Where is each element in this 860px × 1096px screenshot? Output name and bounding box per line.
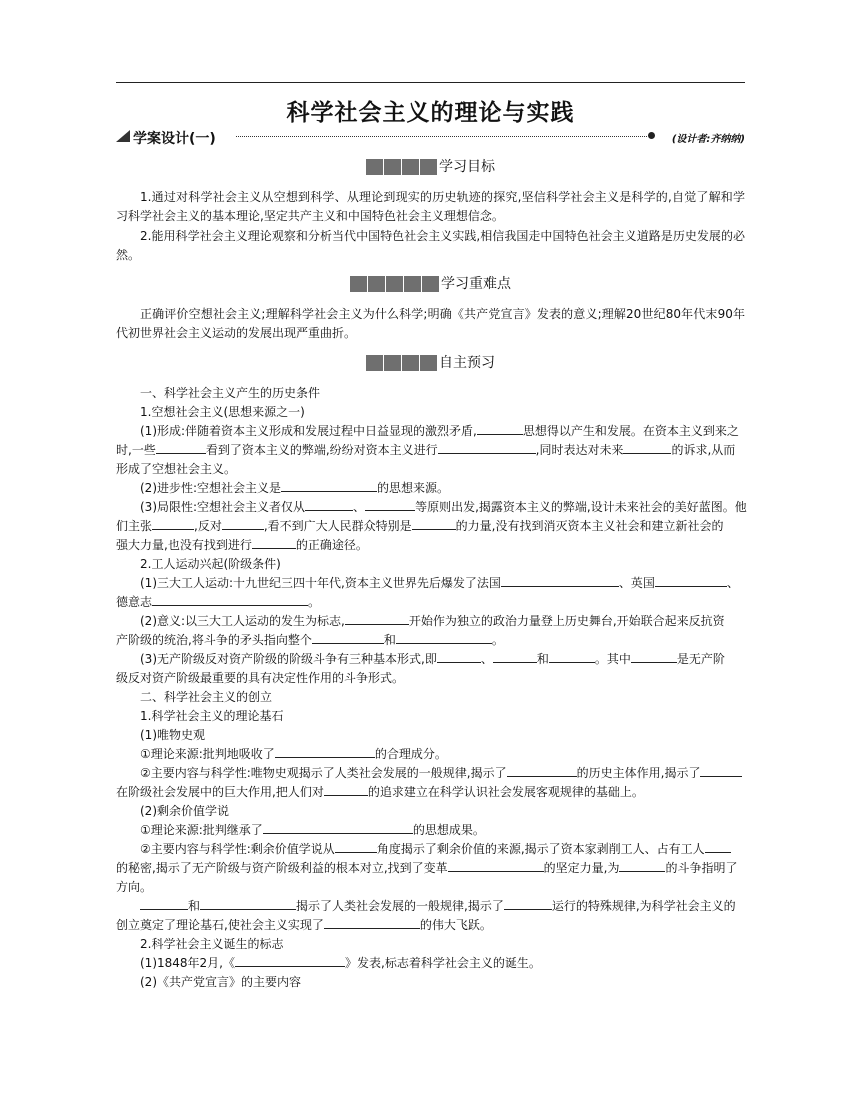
text-line: (2)《共产党宣言》的主要内容 (140, 975, 301, 989)
text-line: ①理论来源:批判继承了 的思想成果。 (140, 823, 485, 837)
goal-2: 2.能用科学社会主义理论观察和分析当代中国特色社会主义实践,相信我国走中国特色社会主义道路是历史发展的必然。 (116, 229, 745, 262)
section-blocks (350, 273, 440, 292)
section-blocks (366, 352, 438, 371)
subheading-4: 2.科学社会主义诞生的标志 (140, 937, 284, 951)
section-blocks (366, 156, 438, 175)
section-title-goals: 学习目标 (439, 158, 495, 175)
subheading-1: 1.空想社会主义(思想来源之一) (140, 405, 305, 419)
goal-1: 1.通过对科学社会主义从空想到科学、从理论到现实的历史轨迹的探究,坚信科学社会主义是科学的,自觉了解和学习科学社会主义的基本理论,坚定共产主义和中国特色社会主义理想信念。 (116, 190, 745, 223)
page-title: 科学社会主义的理论与实践 (286, 100, 575, 126)
section-title-key-points: 学习重难点 (441, 275, 511, 292)
text-line: 们主张 ,反对 ,看不到广大人民群众特别是 的力量,没有找到消灭资本主义社会和建立新社会的 (116, 519, 724, 533)
text-line: (3)无产阶级反对资产阶级的阶级斗争有三种基本形式,即 、 和 。其中 是无产阶 (140, 652, 725, 666)
section-head-goals (116, 155, 745, 175)
text-line: (1)唯物史观 (140, 728, 205, 742)
text-line: 德意志 。 (116, 595, 321, 609)
text-line: 和 揭示了人类社会发展的一般规律,揭示了 运行的特殊规律,为科学社会主义的 (116, 897, 769, 916)
heading-1: 一、科学社会主义产生的历史条件 (140, 386, 321, 400)
text-line: 时,一些 看到了资本主义的弊端,纷纷对资本主义进行 ,同时表达对未来 的诉求,从而 (116, 443, 736, 457)
bullet-icon (648, 132, 655, 139)
text-line: ①理论来源:批判地吸收了 的合理成分。 (140, 747, 447, 761)
text-line: (1)形成:伴随着资本主义形成和发展过程中日益显现的激烈矛盾, 思想得以产生和发展。在资本主义到来之 (140, 424, 739, 438)
subheading-3: 1.科学社会主义的理论基石 (140, 709, 284, 723)
text-line: 强大力量,也没有找到进行 的正确途径。 (116, 538, 368, 552)
author-note: (设计者:齐纳纳) (671, 134, 745, 145)
heading-2: 二、科学社会主义的创立 (140, 690, 273, 704)
text-line: (2)意义:以三大工人运动的发生为标志, 开始作为独立的政治力量登上历史舞台,开始联合起来反抗资 (140, 614, 725, 628)
text-line: (2)剩余价值学说 (140, 804, 229, 818)
dotted-divider (236, 136, 647, 137)
text-line: 形成了空想社会主义。 (116, 462, 237, 476)
section-title-preview: 自主预习 (439, 354, 495, 371)
text-line: 创立奠定了理论基石,使社会主义实现了 的伟大飞跃。 (116, 918, 492, 932)
key-points-text: 正确评价空想社会主义;理解科学社会主义为什么科学;明确《共产党宣言》发表的意义;理解20世纪80年代末90年代初世界社会主义运动的发展出现严重曲折。 (116, 307, 745, 340)
section-head-preview (116, 351, 745, 371)
text-line: ②主要内容与科学性:剩余价值学说从 角度揭示了剩余价值的来源,揭示了资本家剥削工人、占有工人 (116, 840, 769, 859)
text-line: (1)三大工人运动:十九世纪三四十年代,资本主义世界先后爆发了法国 、英国 、 (140, 576, 739, 590)
design-bar (116, 128, 745, 146)
text-line: 的秘密,揭示了无产阶级与资产阶级利益的根本对立,找到了变革 的坚定力量,为 的斗争指明了 (116, 861, 738, 875)
text-line: 方向。 (116, 880, 153, 894)
text-line: ②主要内容与科学性:唯物史观揭示了人类社会发展的一般规律,揭示了 的历史主体作用,揭示了 (116, 764, 769, 783)
text-line: (1)1848年2月,《 》发表,标志着科学社会主义的诞生。 (140, 956, 541, 970)
text-line: 在阶级社会发展中的巨大作用,把人们对 的追求建立在科学认识社会发展客观规律的基础上。 (116, 785, 644, 799)
top-rule (116, 82, 745, 83)
text-line: 产阶级的统治,将斗争的矛头指向整个 和 。 (116, 633, 504, 647)
design-label: 学案设计(一) (133, 131, 216, 147)
text-line: (2)进步性:空想社会主义是 的思想来源。 (140, 481, 450, 495)
text-line: (3)局限性:空想社会主义者仅从 、 等原则出发,揭露资本主义的弊端,设计未来社会的美好蓝图。他 (140, 500, 747, 514)
section-head-key-points (116, 272, 745, 292)
text-line: 级反对资产阶级最重要的具有决定性作用的斗争形式。 (116, 671, 405, 685)
subheading-2: 2.工人运动兴起(阶级条件) (140, 557, 281, 571)
triangle-icon (116, 130, 130, 142)
